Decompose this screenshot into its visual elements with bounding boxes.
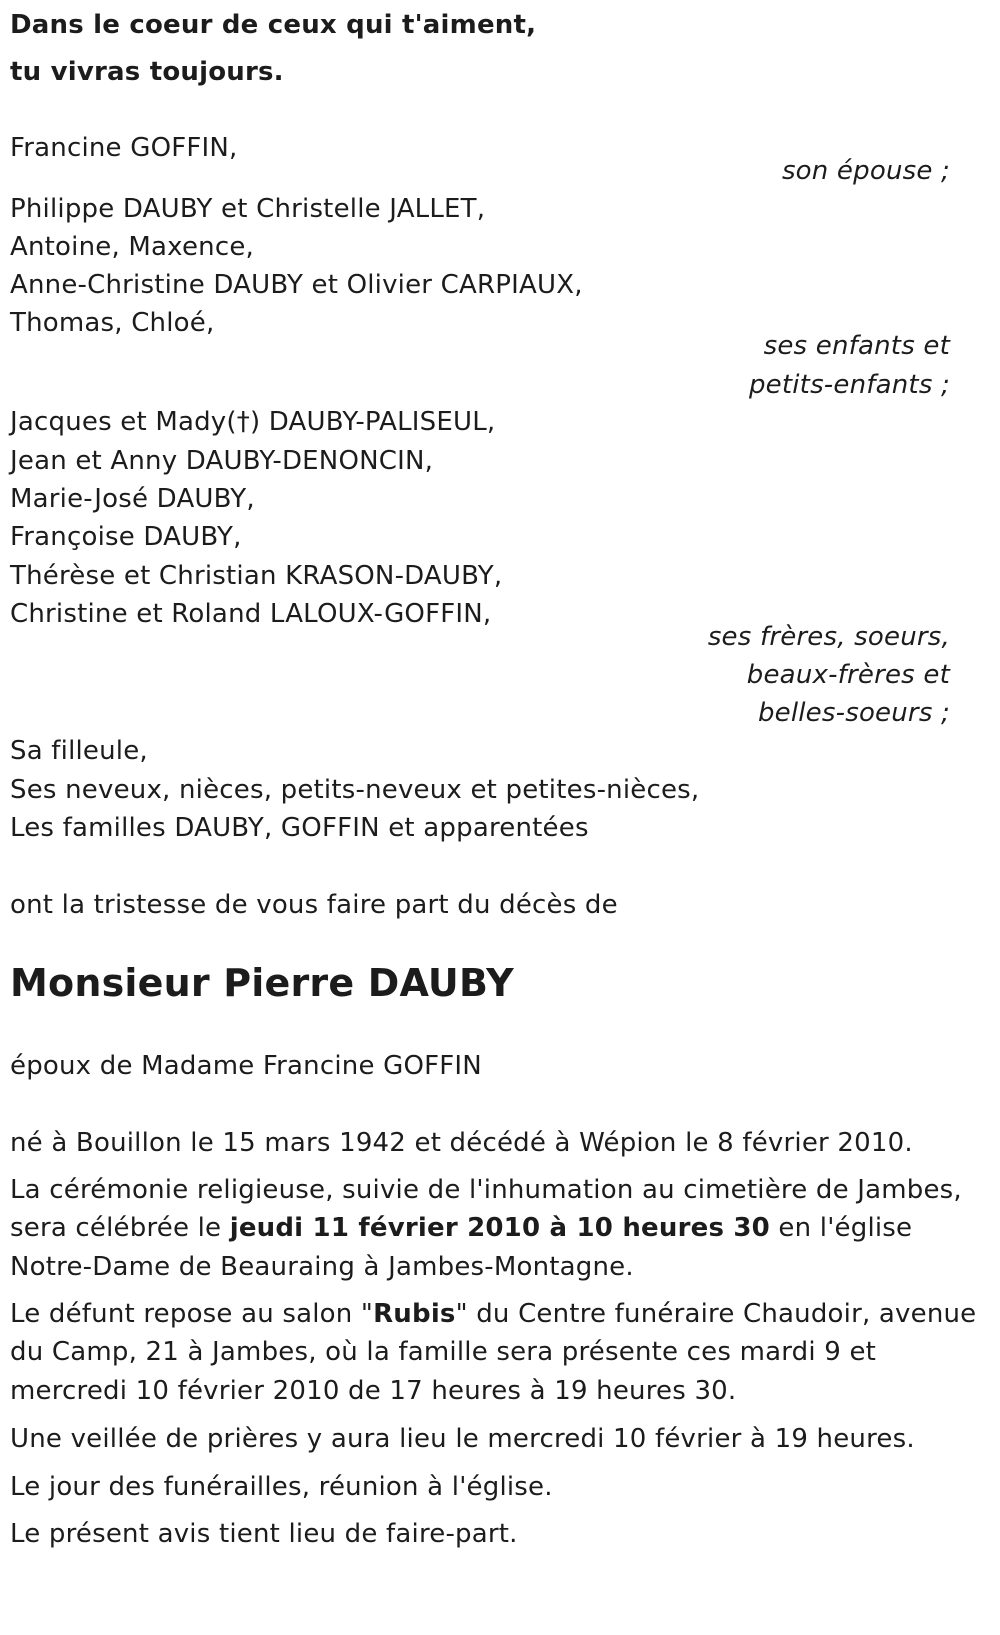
ceremony-date: jeudi 11 février 2010 à 10 heures 30 xyxy=(229,1213,770,1243)
notice-text: Le présent avis tient lieu de faire-part. xyxy=(10,1519,518,1549)
children-relation-line-2: petits-enfants ; xyxy=(748,370,950,400)
sibling-line: Jacques et Mady(†) DAUBY-PALISEUL, xyxy=(10,407,496,437)
spouse-name: Francine GOFFIN, xyxy=(10,133,238,163)
repose-line-2: du Camp, 21 à Jambes, où la famille sera présente ces mardi 9 et xyxy=(10,1337,877,1367)
children-line: Antoine, Maxence, xyxy=(10,232,254,262)
repose-line-3: mercredi 10 février 2010 de 17 heures à 19 heures 30. xyxy=(10,1376,737,1406)
children-line: Anne-Christine DAUBY et Olivier CARPIAUX, xyxy=(10,270,583,300)
sibling-line: Christine et Roland LALOUX-GOFFIN, xyxy=(10,599,492,629)
children-relation-line-1: ses enfants et xyxy=(763,331,950,361)
ceremony-line-1: La cérémonie religieuse, suivie de l'inhumation au cimetière de Jambes, xyxy=(10,1175,962,1205)
siblings-relation-line-1: ses frères, soeurs, xyxy=(707,622,950,652)
birth-death-info: né à Bouillon le 15 mars 1942 et décédé à Wépion le 8 février 2010. xyxy=(10,1128,913,1158)
salon-name: Rubis xyxy=(373,1299,456,1329)
other-family-line: Les familles DAUBY, GOFFIN et apparentées xyxy=(10,813,589,843)
deceased-spouse: époux de Madame Francine GOFFIN xyxy=(10,1051,482,1081)
children-line: Thomas, Chloé, xyxy=(10,308,215,338)
siblings-relation-line-2: beaux-frères et xyxy=(746,660,950,690)
epigraph-line-2: tu vivras toujours. xyxy=(10,57,284,87)
sibling-line: Françoise DAUBY, xyxy=(10,522,242,552)
ceremony-line-2 xyxy=(10,1213,912,1243)
sibling-line: Marie-José DAUBY, xyxy=(10,484,255,514)
ceremony-text-post: en l'église xyxy=(769,1213,913,1243)
other-family-line: Sa filleule, xyxy=(10,736,148,766)
deceased-name: Monsieur Pierre DAUBY xyxy=(10,961,514,1005)
funeral-day-info: Le jour des funérailles, réunion à l'église. xyxy=(10,1472,553,1502)
sibling-line: Jean et Anny DAUBY-DENONCIN, xyxy=(10,446,434,476)
repose-text-pre: Le défunt repose au salon " xyxy=(10,1299,374,1329)
repose-text-post: " du Centre funéraire Chaudoir, avenue xyxy=(455,1299,977,1329)
spouse-relation: son épouse ; xyxy=(781,156,950,186)
epigraph-line-1: Dans le coeur de ceux qui t'aiment, xyxy=(10,10,537,40)
announcement: ont la tristesse de vous faire part du décès de xyxy=(10,890,618,920)
other-family-line: Ses neveux, nièces, petits-neveux et petites-nièces, xyxy=(10,775,700,805)
vigil-info: Une veillée de prières y aura lieu le mercredi 10 février à 19 heures. xyxy=(10,1424,915,1454)
ceremony-text-pre: sera célébrée le xyxy=(10,1213,230,1243)
siblings-relation-line-3: belles-soeurs ; xyxy=(757,698,950,728)
repose-line-1 xyxy=(10,1299,976,1329)
ceremony-line-3: Notre-Dame de Beauraing à Jambes-Montagne. xyxy=(10,1252,634,1282)
sibling-line: Thérèse et Christian KRASON-DAUBY, xyxy=(10,561,503,591)
children-line: Philippe DAUBY et Christelle JALLET, xyxy=(10,194,486,224)
